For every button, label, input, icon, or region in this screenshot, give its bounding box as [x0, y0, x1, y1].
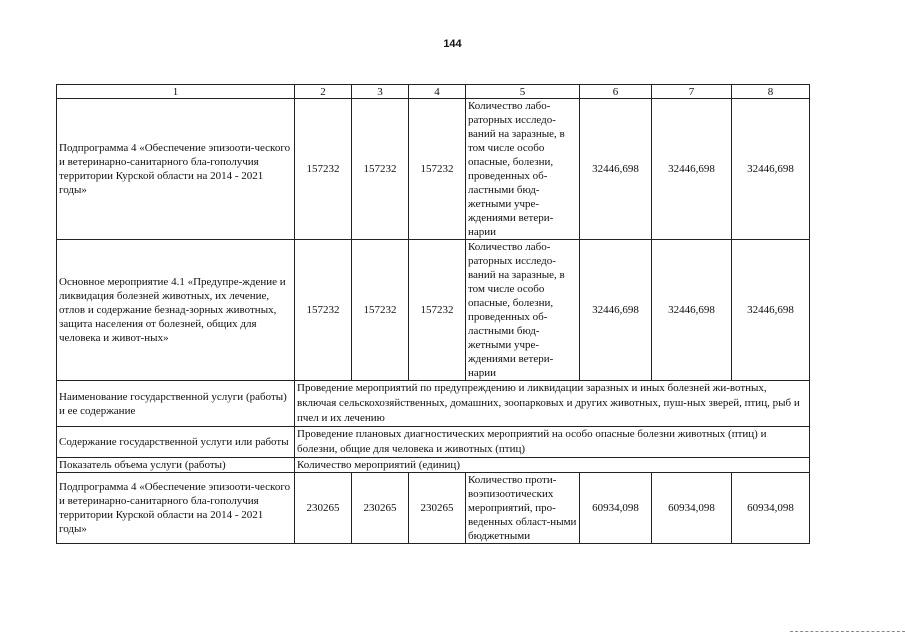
- table-row: [57, 240, 810, 381]
- value-cell: 230265: [295, 473, 352, 544]
- indicator-description: Количество проти-воэпизоотических мероприятий, про-веденных област-ными бюджетными: [466, 473, 580, 544]
- column-header: 8: [732, 85, 810, 99]
- volume-indicator-label: Показатель объема услуги (работы): [57, 458, 295, 473]
- volume-indicator-row: [57, 458, 810, 473]
- column-header: 6: [580, 85, 652, 99]
- value-cell: 32446,698: [580, 99, 652, 240]
- value-cell: 32446,698: [580, 240, 652, 381]
- value-cell: 60934,098: [580, 473, 652, 544]
- service-name-row: [57, 381, 810, 427]
- program-table: [56, 84, 810, 544]
- value-cell: 157232: [295, 99, 352, 240]
- table-row: [57, 473, 810, 544]
- column-header: 4: [409, 85, 466, 99]
- header-row: [57, 85, 810, 99]
- column-header: 7: [652, 85, 732, 99]
- service-name-value: Проведение мероприятий по предупреждению и ликвидации заразных и иных болезней жи-вотных, включая сельскохозяйственных, домашних, зоопарковых и других животных, пуш-ных зверей, птиц, рыб и пчел и их лечению: [295, 381, 810, 427]
- table-row: [57, 99, 810, 240]
- page-number: 144: [443, 38, 462, 50]
- row-name: Основное мероприятие 4.1 «Предупре-ждение и ликвидация болезней животных, их лечение, отлов и содержание безнад-зорных животных, защита населения от болезней, общих для человека и живот-ных»: [57, 240, 295, 381]
- value-cell: 157232: [352, 240, 409, 381]
- value-cell: 32446,698: [652, 99, 732, 240]
- row-name: Подпрограмма 4 «Обеспечение эпизооти-ческого и ветеринарно-санитарного бла-гополучия территории Курской области на 2014 - 2021 годы»: [57, 99, 295, 240]
- volume-indicator-value: Количество мероприятий (единиц): [295, 458, 810, 473]
- column-header: 2: [295, 85, 352, 99]
- value-cell: 157232: [295, 240, 352, 381]
- value-cell: 157232: [409, 99, 466, 240]
- value-cell: 60934,098: [732, 473, 810, 544]
- service-name-label: Наименование государственной услуги (работы) и ее содержание: [57, 381, 295, 427]
- service-content-value: Проведение плановых диагностических мероприятий на особо опасные болезни животных (птиц) и болезни, общие для человека и животных (птиц): [295, 427, 810, 458]
- value-cell: 230265: [409, 473, 466, 544]
- row-name: Подпрограмма 4 «Обеспечение эпизооти-ческого и ветеринарно-санитарного бла-гополучия территории Курской области на 2014 - 2021 годы»: [57, 473, 295, 544]
- service-content-row: [57, 427, 810, 458]
- value-cell: 230265: [352, 473, 409, 544]
- value-cell: 60934,098: [652, 473, 732, 544]
- value-cell: 32446,698: [652, 240, 732, 381]
- column-header: 1: [57, 85, 295, 99]
- value-cell: 32446,698: [732, 240, 810, 381]
- value-cell: 32446,698: [732, 99, 810, 240]
- indicator-description: Количество лабо-раторных исследо-ваний на заразные, в том числе особо опасные, болезни, проведенных об-ластными бюд-жетными учре-ждениями ветери-нарии: [466, 99, 580, 240]
- service-content-label: Содержание государственной услуги или работы: [57, 427, 295, 458]
- page-edge-divider: [790, 631, 905, 632]
- column-header: 3: [352, 85, 409, 99]
- column-header: 5: [466, 85, 580, 99]
- value-cell: 157232: [352, 99, 409, 240]
- indicator-description: Количество лабо-раторных исследо-ваний на заразные, в том числе особо опасные, болезни, проведенных об-ластными бюд-жетными учре-ждениями ветери-нарии: [466, 240, 580, 381]
- value-cell: 157232: [409, 240, 466, 381]
